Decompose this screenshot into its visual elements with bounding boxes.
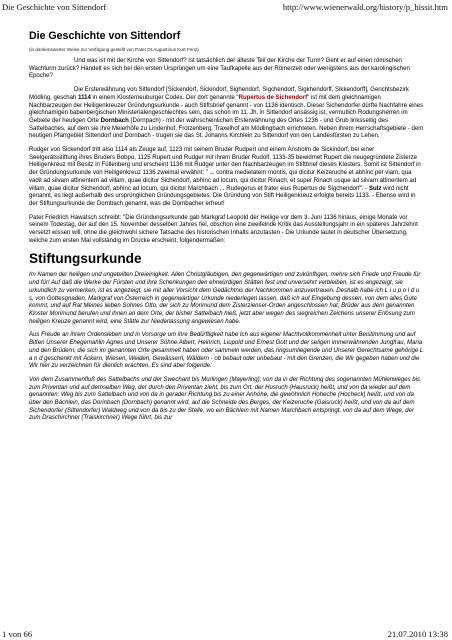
print-footer	[2, 627, 448, 639]
print-header-url: http://www.wienerwald.org/history/p_hissit.htm	[282, 2, 448, 12]
sulz-name: Sulz	[368, 185, 382, 192]
paragraph-2-text-a: Die Ersterwähnung von Sittendorf [Sickendorf, Sickindorf, Sighendorf, Sigchendorf, Sigkhendorff, Sikkendorff], Gerichtsbezirk Mödling, geschah	[29, 87, 409, 101]
paragraph-3-text-a: Rudger von Sickendorf tritt also 1114 als Zeuge auf, 1123 mit seinem Bruder Rudpert und einem Ansholm de Sickindorf, bei einer Seelgerätsstiftung ihres Bruders Bobpo, 1125 Rupert und Rudger mit ihrem Bruder Rudolf, 1133-35 bewidmet Rupert die neugegründete Zisterze Heiligenkreuz mit Besitz in Füllenberg und erscheint 1136 mit Rudger unter den Nachbarzeugen im Stiftbrief dieses Klosters. Somit ist Sittendorf in der Gründungsurkunde von Heiligenkreuz 1136 zweimal erwähnt: " ... contra medietatem montis, qui dicitur Keizeruche et abhinc per viam, qua vadit ad silvam attinentem ad villam, quae dicitur Sichendorf, abhinc ad locum, qui dicitur Rinach, et super Rinach usque ad silvam attinentem ad villam, quae dicitur Sichendorf, abhinc ad locum, qui dicitur Marchbach ... Rudegerus et frater eius Rupertus de Sigchendorf". -	[29, 147, 421, 192]
paragraph-5: Im Namen der heiligen und ungeteilten Dreieinigkeit. Allen Christgläubigen, den gegenwärtigen und zukünftigen, mehre sich Friede und Freude für und für! Auf daß die Werke der Fürsten und ihre Schenkungen den ehrwürdigen Stätten fest und unversehrt verbleiben, ist es angezeigt, sie urkundlich zu vermerken, ist es angezeigt, sie mit aller Vorsicht dem Gedächtnis der Nachkommen anzuvertrauen. Deshalb habe ich L i u p o l d u s, von Gottesgnaden, Markgraf von Österreich in gegenwärtiger Urkunde niederlegen lassen, daß ich auf Eingebung dessen, von dem alles Gute kommt, und auf Rat Meines lieben Sohnes Otto, der sich zu Morimund dem Zisterzienser-Orden angeschlossen hat, Brüder aus dem genannten Kloster Morimund berufen und ihnen an dem Orte, der bisher Sattelbach hieß, jetzt aber wegen des siegreichen Zeichens unserer Erlösung zum heiligen Kreuze genannt wird, eine Stätte zur Niederlassung angewiesen habe.	[29, 272, 421, 325]
paragraph-1: Und was ist mit der Kirche von Sittendorf? Ist tatsächlich der älteste Teil der Kirche der Turm? Geht er auf einen römischen Wachturm zurück? Handelt es sich bei den ersten Ursprüngen um eine Taufkapelle aus der Römerzeit oder wenigstens aus der karolingischen Epoche?	[29, 58, 410, 80]
rupertus-name: Rupertus de Sichendorf	[238, 94, 308, 101]
dornbach-name: Dornbach	[100, 117, 129, 124]
print-timestamp: 21.07.2010 13:38	[387, 629, 448, 639]
paragraph-7: Von dem Zusammenfluß des Sattelbachs und der Swechant bis Murlingen (Mayerling); von da in der Richtung des sogenannten Mühlenweges bis zum Priventan und auf demselben Weg, der durch den Priventan zieht, bis zum Ort, der Husruch (Hausruck) heißt, und von da wieder auf dem genannten; Weg bis zum Sattelbach und von da in gerader Richtung bis zu einer Anhöhe, die gewöhnlich Hoheche (Hocheck) heißt, und von da über den Bächlein, das Dorinbach (Dornbach) genannt wird, auf die Schneide des Berges, der Keizeruche (Gaisruck) heißt, und von da auf dem Sichendorfer (Sittendorfer) Waldweg und von da bis zu der Stelle, wo ein Bächlein mit Namen Marchbach entspringt, von da auf dem Wege, der zum Draschirchner (Traiskirchner) Wege führt, bis zur	[29, 376, 421, 422]
paragraph-2-text-c: " ist mit dem gleichnamigen Nachbarzeugen der Heiligenkreuzer Gründungsurkunde - auch Stiftsbrief genannt - von 1136 identisch. Dieser Sichendorfer dürfte Nachfahre eines gleichnamigen babenbergischen Ministerialengeschlechtes sein, das schon im 11. Jh. in Sittendorf ansässig ist, vermutlich Rodungsherren im Gebiete der heutigen Orte	[29, 94, 424, 124]
paragraph-3-text-b: wird nicht genannt, es liegt außerhalb des ursprünglichen Gründungsgebietes. Die Gründung von Stift Heiligenkreuz erfolgte bereits 1133. - Ebenso wird in der Stiftungsurkunde der Dornbach genannt, was die Dornbacher erfreut!	[29, 185, 416, 207]
paragraph-6: Aus Freude an ihrem Ordensleben und in Vorsorge um ihre Bedürftigkeit habe Ich aus eigener Machtvollkommenheit unter Beistimmung und auf Bitten Unserer Ehegemahlin Agnes und Unserer Söhne Albert, Heinrich, Liupold und Ernest Gott und der seligen immerwährenden Jungfrau, Maria und den Brüdern, die sich im genannten Orte gesammelt haben oder sammeln werden, das ringsumliegende und Unserer Gerechtsame gehörige L a n d geschenkt mit Äckern, Wiesen, Weiden, Gewässern, Wäldern - ob bebaut oder unbebaut - mit den Grenzen, die Wir gegeben haben und die Wir hier zu verzeichnen für dienlich erachten. Es sind aber folgende:	[29, 332, 424, 370]
year-1114: 1114	[78, 94, 91, 101]
paragraph-4: Pater Friedrich Hawatsch schreibt: "Die Gründungsurkunde gab Markgraf Leopold der Heilige vor dem 3. Juni 1136 hinaus, einige Monate vor seinem Todestag, der auf den 15. November desselben Jahres fiel, obschon eine zweifelnde Kritik das Ausstellungsjahr in ein späteres Jahrzehnt versetzt wissen will, ohne die gleichwohl sichere Tatsache des historischen Inhalts anzutasten - Die Urkunde lautet in deutscher Übersetzung, welche zum ersten Mal vollständig im Drucke erscheint, folgendermaßen:	[29, 214, 418, 244]
print-header	[2, 2, 448, 18]
paragraph-2-text-b: in einem Klosterneuburger Codex. Der dort genannte "	[90, 94, 239, 101]
print-header-title: Die Geschichte von Sittendorf	[2, 2, 107, 12]
section-title: Stiftungsurkunde	[29, 251, 142, 267]
page-title: Die Geschichte von Sittendorf	[29, 30, 181, 42]
paragraph-2	[29, 87, 424, 141]
page-count: 1 von 66	[2, 629, 33, 639]
paragraph-3	[29, 147, 424, 209]
byline: (in dankenswerter Weise zur Verfügung gestellt von Pater Dr.Augustinus Kurt Fenz)	[29, 47, 199, 52]
article	[29, 30, 424, 429]
paragraph-2-text-d: (Dornpach) - mit der wahrscheinlichen Ersterwähnung des Ortes 1236 - und Grub linksseitig des Sattelbaches, auf dem sie ihre Meierhöfe zu Lindenhof, Frotzenberg, Traxelhof am Mödlingbach errichteten. Neben ihrem Herrschaftsgebiete - dem heutigen Pfarrgebiet Sittendorf und Dornbach - trugen sie das St. Johanns Kirchlein zu Sittendorf von den Landesfürsten zu Lehen.	[29, 117, 424, 140]
